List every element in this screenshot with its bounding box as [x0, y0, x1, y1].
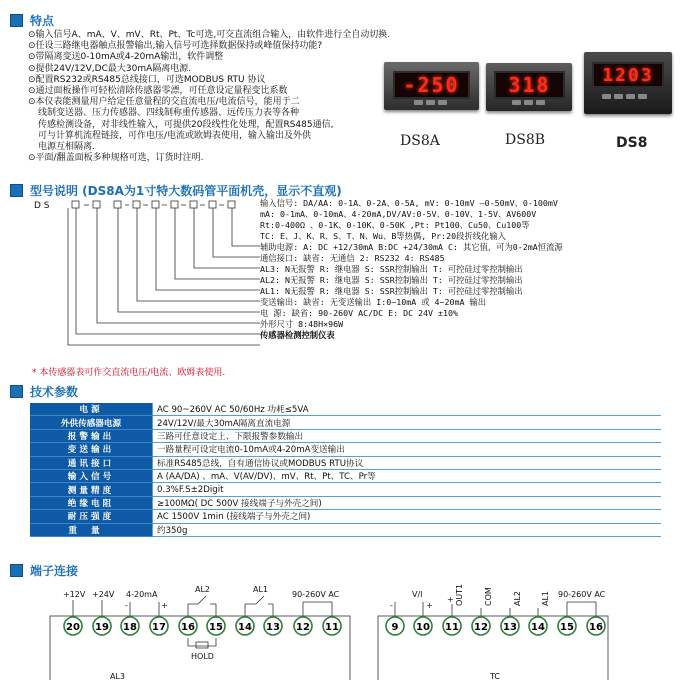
table-row: [30, 416, 661, 429]
terminal-label: V/I: [412, 590, 423, 599]
terminal-number: 11: [325, 622, 339, 633]
section-title: 特点: [30, 14, 55, 28]
feature-line: ⊙任设三路继电器触点报警输出,输入信号可选择数据保持或峰值保持功能?: [28, 41, 323, 52]
spec-value: ≥100MΩ( DC 500V 接线端子与外壳之间): [153, 496, 662, 509]
spec-key: 报警输出: [30, 429, 153, 442]
section-features-header: [10, 12, 54, 29]
feature-line: ⊙带隔离变送0-10mA或4-20mA输出，软件调整: [28, 52, 224, 63]
spec-key: 外供传感器电源: [30, 416, 153, 429]
terminal-number: 12: [296, 622, 310, 633]
meter-ds8b-image: [486, 63, 572, 111]
meter-display: -250: [393, 71, 470, 99]
table-row: [30, 496, 661, 509]
meter-display: 318: [494, 71, 565, 99]
left-terminals: [64, 617, 341, 635]
model-line: 变送输出: 缺省: 无变送输出 I:0~10mA 或 4~20mA 输出: [260, 297, 487, 307]
section-bullet-icon: [10, 184, 23, 197]
feature-line: ⊙输入信号A、mA、V、mV、Rt、Pt、Tc可选,可交直流组合输入，由软件进行全自动切换.: [28, 30, 391, 40]
model-line: AL3: N无报警 R: 继电器 S: SSR控制输出 T: 可控硅过零控制输出: [260, 264, 523, 274]
terminal-number: 13: [503, 622, 517, 633]
table-row: [30, 469, 661, 482]
terminal-label: AL1: [253, 585, 269, 594]
spec-key: 绝缘电阻: [30, 496, 153, 509]
feature-line: 线制变送器、压力传感器、四线制称重传感器、远传压力表等各种: [38, 108, 300, 119]
table-row: [30, 456, 661, 469]
terminal-number: 20: [66, 622, 80, 633]
polarity-plus: +: [161, 601, 168, 610]
table-row: [30, 510, 661, 523]
spec-key: 电源: [30, 403, 153, 416]
meter-label: DS8B: [505, 132, 546, 148]
spec-value: AC 90~260V AC 50/60Hz 功耗≤5VA: [153, 403, 662, 416]
terminal-label: COM: [484, 587, 493, 606]
section-terminal-header: [10, 562, 78, 579]
model-code-diagram: [30, 196, 270, 356]
spec-key: 测量精度: [30, 483, 153, 496]
terminal-number: 13: [266, 622, 280, 633]
terminal-label: 4-20mA: [126, 590, 158, 599]
terminal-label: AL2: [195, 585, 211, 594]
terminal-label: TC: [490, 672, 501, 680]
terminal-number: 18: [123, 622, 137, 633]
feature-line: ⊙平面/翻盖面板多种规格可选，订货时注明.: [28, 153, 204, 164]
spec-key: 耐压强度: [30, 510, 153, 523]
terminal-label: +12V: [63, 590, 86, 599]
meter-label: DS8: [616, 135, 648, 151]
model-line: 外形尺寸 8:48H×96W: [260, 319, 344, 329]
polarity-plus: +: [447, 595, 454, 604]
model-line: 电 源: 缺省: 90-260V AC/DC E: DC 24V ±10%: [260, 308, 459, 318]
model-line: 输入信号: DA/AA: 0-1A、0-2A、0-5A, mV: 0-10mV —0-50mV、0-100mV: [260, 198, 558, 208]
feature-line: ⊙通过面板操作可轻松清除传感器零漂，可任意设定量程变比系数: [28, 86, 288, 97]
spec-value: 0.3%F.S±2Digit: [153, 483, 662, 496]
section-bullet-icon: [10, 14, 23, 27]
spec-value: 24V/12V/最大30mA隔离直流电源: [153, 416, 662, 429]
section-bullet-icon: [10, 385, 23, 398]
polarity-plus: +: [426, 601, 433, 610]
spec-value: 标准RS485总线，自有通信协议或MODBUS RTU协议: [153, 456, 662, 469]
meter-label: DS8A: [400, 133, 440, 149]
features-list: [28, 30, 391, 164]
section-title: 技术参数: [30, 385, 79, 399]
meter-ds8-image: [584, 52, 672, 114]
model-line: 辅助电源: A: DC +12/30mA B:DC +24/30mA C: 其它值，可为0-2mA恒流源: [260, 242, 563, 252]
terminal-number: 19: [95, 622, 109, 633]
spec-value: 三路可任意设定上、下限报警参数输出: [153, 429, 662, 442]
model-line: TC: E、J、K、R、S、T、N、Wu、B等热偶, Pr:20段折线化输入: [260, 231, 506, 241]
section-bullet-icon: [10, 564, 23, 577]
terminal-number: 15: [560, 622, 574, 633]
warning-note: * 本传感器表可作交直流电压/电流、欧姆表使用.: [32, 368, 226, 378]
terminal-number: 12: [474, 622, 488, 633]
right-terminals: [386, 617, 605, 635]
model-line: 通信接口: 缺省: 无通信 2: RS232 4: RS485: [260, 253, 445, 263]
terminal-number: 17: [152, 622, 166, 633]
spec-value: AC 1500V 1min (接线端子与外壳之间): [153, 510, 662, 523]
terminal-number: 15: [209, 622, 223, 633]
terminal-label: HOLD: [191, 652, 214, 661]
feature-line: 电源互相隔离.: [38, 142, 95, 153]
model-line: 传感器检测控制仪表: [260, 330, 335, 340]
spec-value: 约350g: [153, 523, 662, 536]
table-row: [30, 523, 661, 536]
terminal-label: +24V: [92, 590, 115, 599]
spec-key: 重量: [30, 523, 153, 536]
terminal-number: 10: [416, 622, 430, 633]
model-line: AL2: N无报警 R: 继电器 S: SSR控制输出 T: 可控硅过零控制输出: [260, 275, 523, 285]
table-row: [30, 429, 661, 442]
terminal-label: 90-260V AC: [558, 590, 606, 599]
spec-table: [30, 403, 661, 537]
terminal-number: 14: [531, 622, 545, 633]
model-line: mA: 0-1mA、0-10mA、4-20mA,DV/AV:0-5V、0-10V、1-5V、AV600V: [260, 209, 537, 219]
feature-line: ⊙提供24V/12V,DC最大30mA隔离电源.: [28, 63, 192, 74]
wiring-diagram: [0, 578, 690, 680]
section-title: 型号说明 (DS8A为1寸特大数码管平面机壳，显示不直观): [30, 184, 342, 198]
feature-line: 可与计算机流程链接，可作电压/电流或欧姆表使用，输入输出及外供: [38, 130, 312, 141]
model-line: Rt:0-400Ω 、0-1K、0-10K、0-50K ,Pt: Pt100、Cu50、Cu100等: [260, 220, 530, 230]
terminal-label: AL2: [513, 590, 522, 606]
section-title: 端子连接: [30, 564, 79, 578]
section-tech-header: [10, 383, 78, 400]
terminal-label: AL3: [110, 672, 126, 680]
spec-key: 变送输出: [30, 443, 153, 456]
polarity-minus: -: [390, 601, 393, 610]
terminal-label: AL1: [541, 590, 550, 606]
terminal-label: OUT1: [455, 583, 464, 606]
terminal-number: 14: [238, 622, 252, 633]
table-row: [30, 443, 661, 456]
terminal-number: 11: [445, 622, 459, 633]
table-row: [30, 403, 661, 416]
terminal-number: 16: [589, 622, 603, 633]
spec-key: 通讯接口: [30, 456, 153, 469]
feature-line: ⊙本仪表能测量用户给定任意量程的交直流电压/电流信号，能用于二: [28, 97, 300, 108]
polarity-minus: -: [125, 601, 128, 610]
spec-value: 一路量程可设定电流0-10mA或4-20mA变送输出: [153, 443, 662, 456]
meter-ds8a-image: [384, 62, 479, 110]
meter-display: 1203: [592, 62, 664, 88]
spec-key: 输入信号: [30, 469, 153, 482]
terminal-number: 9: [391, 622, 399, 633]
table-row: [30, 483, 661, 496]
model-line: AL1: N无报警 R: 继电器 S: SSR控制输出 T: 可控硅过零控制输出: [260, 286, 523, 296]
model-prefix: D S: [34, 201, 50, 211]
terminal-number: 16: [181, 622, 195, 633]
terminal-label: 90-260V AC: [292, 590, 340, 599]
feature-line: 传感检测设备，对非线性输入，可提供20段线性化处理，配置RS485通信,: [38, 119, 334, 130]
feature-line: ⊙配置RS232或RS485总线接口，可选MODBUS RTU 协议: [28, 74, 266, 85]
spec-value: A (AA/DA) 、mA、V(AV/DV)、mV、Rt、Pt、TC、Pr等: [153, 469, 662, 482]
